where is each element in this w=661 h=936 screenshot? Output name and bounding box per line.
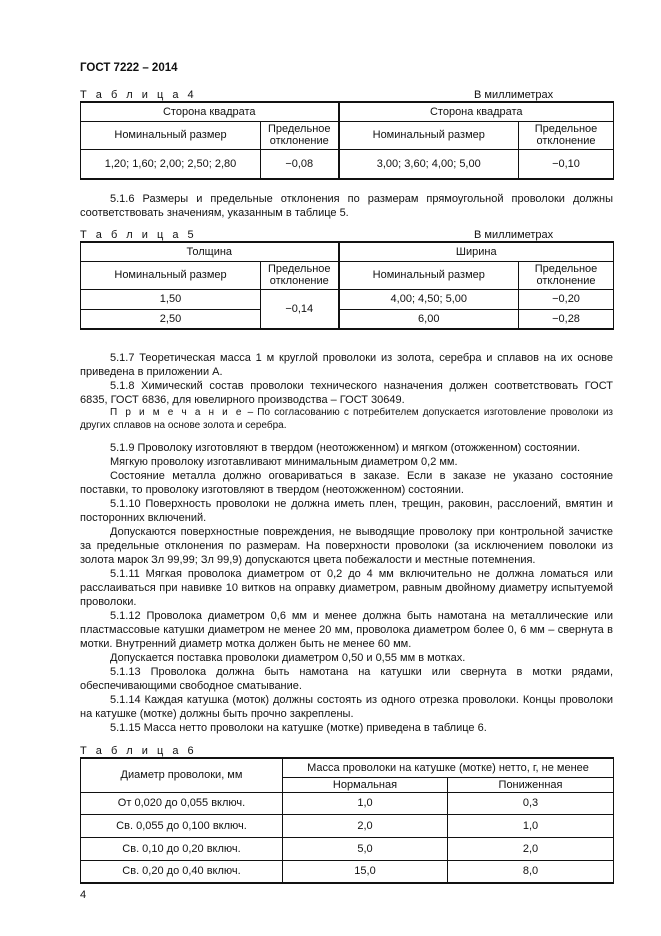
table-cell: 15,0 bbox=[283, 860, 448, 883]
table-cell: Св. 0,055 до 0,100 включ. bbox=[81, 814, 283, 837]
note bbox=[80, 406, 613, 432]
table6-caption: Т а б л и ц а 6 bbox=[80, 745, 197, 757]
table-cell: 8,0 bbox=[448, 860, 614, 883]
note-text: – По согласованию с потребителем допускается изготовление проволоки из других сплавов на основе золота и серебра. bbox=[80, 407, 614, 431]
table-cell: 6,00 bbox=[339, 309, 519, 329]
paragraph-5-1-13: 5.1.13 Проволока должна быть намотана на катушки или свернута в мотки рядами, обеспечивающими свободное сматывание. bbox=[80, 666, 613, 692]
table6-col-diameter: Диаметр проволоки, мм bbox=[81, 758, 283, 792]
table-cell: 1,0 bbox=[283, 792, 448, 814]
table5-group-thickness: Толщина bbox=[81, 242, 339, 261]
table4-col-tolerance-2: Предельное отклонение bbox=[519, 121, 614, 149]
table-cell: 2,50 bbox=[81, 309, 261, 329]
table6 bbox=[80, 757, 614, 884]
table5-col-nominal-2: Номинальный размер bbox=[339, 261, 519, 289]
paragraph-5-1-15: 5.1.15 Масса нетто проволоки на катушке (мотке) приведена в таблице 6. bbox=[110, 722, 487, 734]
table5-caption: Т а б л и ц а 5 bbox=[80, 229, 197, 241]
table4-caption: Т а б л и ц а 4 bbox=[80, 89, 197, 101]
table-cell: 1,50 bbox=[81, 289, 261, 309]
table-cell: 4,00; 4,50; 5,00 bbox=[339, 289, 519, 309]
paragraph-5-1-9-c: Состояние металла должно оговариваться в заказе. Если в заказе не указано состояние поставки, то проволоку изготовляют в твердом (неотожженном) состоянии. bbox=[80, 470, 613, 496]
table5-group-width: Ширина bbox=[339, 242, 614, 261]
table-cell: −0,20 bbox=[519, 289, 614, 309]
table-cell: −0,28 bbox=[519, 309, 614, 329]
table6-col-normal: Нормальная bbox=[283, 777, 448, 792]
table-cell: 1,20; 1,60; 2,00; 2,50; 2,80 bbox=[81, 149, 261, 179]
table-cell: 3,00; 3,60; 4,00; 5,00 bbox=[339, 149, 519, 179]
table-cell: −0,14 bbox=[261, 289, 339, 329]
table4-col-tolerance: Предельное отклонение bbox=[261, 121, 339, 149]
table-cell: Св. 0,20 до 0,40 включ. bbox=[81, 860, 283, 883]
paragraph-5-1-7: 5.1.7 Теоретическая масса 1 м круглой проволоки из золота, серебра и сплавов на их основе приведена в приложении А. bbox=[80, 352, 613, 378]
table5-col-nominal: Номинальный размер bbox=[81, 261, 261, 289]
table-cell: 2,0 bbox=[448, 837, 614, 860]
table-cell: 0,3 bbox=[448, 792, 614, 814]
note-label: П р и м е ч а н и е bbox=[110, 407, 244, 418]
paragraph-5-1-14: 5.1.14 Каждая катушка (моток) должны состоять из одного отрезка проволоки. Концы проволоки на катушке (мотке) должны быть прочно закреплены. bbox=[80, 694, 613, 720]
page-number: 4 bbox=[80, 889, 87, 901]
table4 bbox=[80, 101, 614, 180]
table5-col-tolerance-2: Предельное отклонение bbox=[519, 261, 614, 289]
table5 bbox=[80, 241, 614, 330]
paragraph-5-1-8: 5.1.8 Химический состав проволоки технического назначения должен соответствовать ГОСТ 6835, ГОСТ 6836, для ювелирного производства – ГОСТ 30649. bbox=[80, 380, 613, 406]
table-cell: Св. 0,10 до 0,20 включ. bbox=[81, 837, 283, 860]
paragraph-5-1-9-b: Мягкую проволоку изготавливают минимальным диаметром 0,2 мм. bbox=[110, 456, 458, 468]
table-cell: −0,08 bbox=[261, 149, 339, 179]
table-cell: 1,0 bbox=[448, 814, 614, 837]
document-header: ГОСТ 7222 – 2014 bbox=[80, 62, 178, 74]
paragraph-5-1-11: 5.1.11 Мягкая проволока диаметром от 0,2 до 4 мм включительно не должна ломаться или расслаиваться при навивке 10 витков на оправку диаметром, равным двойному диаметру испытуемой проволоки. bbox=[80, 568, 613, 608]
table-cell: 5,0 bbox=[283, 837, 448, 860]
table4-group-2: Сторона квадрата bbox=[339, 102, 614, 121]
table-cell: −0,10 bbox=[519, 149, 614, 179]
paragraph-5-1-9: 5.1.9 Проволоку изготовляют в твердом (неотожженном) и мягком (отожженном) состоянии. bbox=[110, 442, 581, 454]
table5-units: В миллиметрах bbox=[474, 229, 554, 241]
paragraph-5-1-12-b: Допускается поставка проволоки диаметром 0,50 и 0,55 мм в мотках. bbox=[110, 652, 466, 664]
table6-col-reduced: Пониженная bbox=[448, 777, 614, 792]
table4-group-1: Сторона квадрата bbox=[81, 102, 339, 121]
table6-group-mass: Масса проволоки на катушке (мотке) нетто, г, не менее bbox=[283, 758, 614, 777]
paragraph-5-1-12: 5.1.12 Проволока диаметром 0,6 мм и менее должна быть намотана на металлические или пластмассовые катушки диаметром не менее 20 мм, проволока диаметром более 0, 6 мм – свернута в мотки. Внутренний диаметр мотка должен быть не менее 60 мм. bbox=[80, 610, 613, 650]
table5-col-tolerance: Предельное отклонение bbox=[261, 261, 339, 289]
paragraph-5-1-10: 5.1.10 Поверхность проволоки не должна иметь плен, трещин, раковин, расслоений, вмятин и посторонних включений. bbox=[80, 498, 613, 524]
paragraph-5-1-10-b: Допускаются поверхностные повреждения, не выводящие проволоку при контрольной зачистке за предельные отклонения по размерам. На поверхности проволоки (за исключением поволоки из золота марок Зл 99,99; Зл 99,9) допускаются цвета побежалости и местные потемнения. bbox=[80, 526, 613, 566]
table4-col-nominal-2: Номинальный размер bbox=[339, 121, 519, 149]
table-cell: 2,0 bbox=[283, 814, 448, 837]
paragraph-5-1-6: 5.1.6 Размеры и предельные отклонения по размерам прямоугольной проволоки должны соответствовать значениям, указанным в таблице 5. bbox=[80, 193, 613, 219]
table4-col-nominal: Номинальный размер bbox=[81, 121, 261, 149]
table4-units: В миллиметрах bbox=[474, 89, 554, 101]
table-cell: От 0,020 до 0,055 включ. bbox=[81, 792, 283, 814]
